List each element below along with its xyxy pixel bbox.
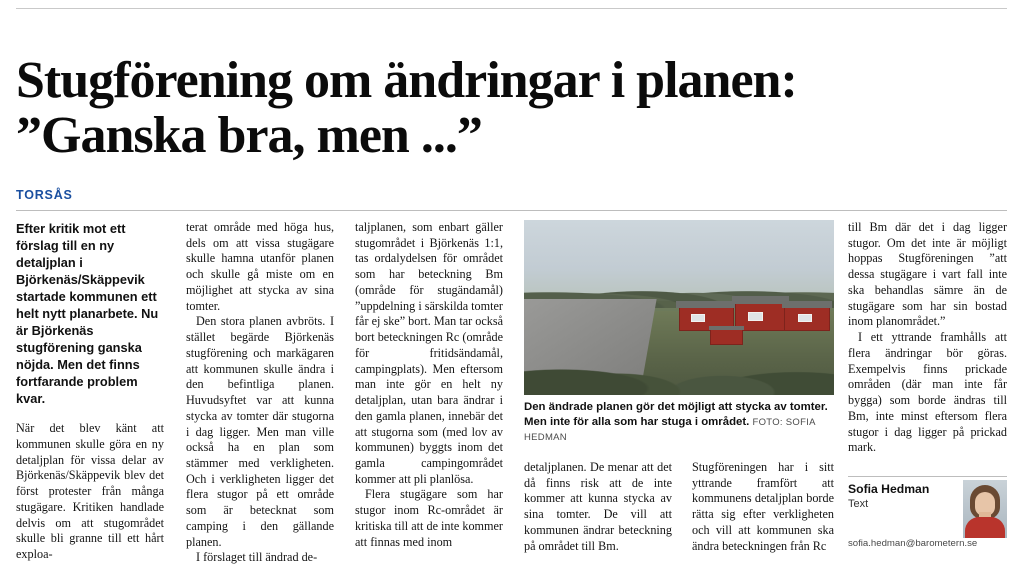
page-title: Stugförening om ändringar i planen: ”Ganska bra, men ...”	[16, 51, 797, 164]
byline-rule	[848, 476, 1007, 477]
photo-cabin	[784, 306, 829, 331]
body-paragraph-2: terat område med höga hus, dels om att vissa stugägare skulle hamna utanför planen och skulle gå miste om en möjlighet att stycka av sina tomter.	[186, 220, 334, 313]
lead-text: Efter kritik mot ett förslag till en ny detaljplan i Björkenäs/Skäppevik startade kommunen ett helt nytt planarbete. Nu är Björkenäs stugförening ganska nöjda. Men det finns fortfarande problem kvar.	[16, 221, 159, 407]
column-2	[186, 220, 334, 566]
body-paragraph-10: I ett yttrande framhålls att flera ändringar bör göras. Exempelvis finns prickade områden (där man inte får bygga) som borde ändras till Bm, inte minst eftersom flera stugor i dag ligger på prickad mark.	[848, 330, 1007, 455]
body-paragraph-1: När det blev känt att kommunen skulle göra en ny detaljplan för vissa delar av Björkenäs/Skäppevik blev det först protester från många stugägare. Kritiken handlade delvis om att stugområdet skulle bli granne till ett hårt exploa-	[16, 421, 164, 562]
body-paragraph-7: detaljplanen. De menar att det då finns risk att de inte kommer att kunna stycka av sina tomter. De vill att kommunen ändrar beteckning på området till Bm.	[524, 460, 672, 553]
kicker-rule	[16, 210, 1007, 211]
body-paragraph-3: Den stora planen avbröts. I stället begärde Björkenäs stugförening och markägaren att kommunen skulle ändra i den befintliga planen. Huvudsyftet var att kunna stycka av tomter där stugorna i dag ligger. Men man ville också ha en plan som stämmer med verkligheten. Och i verkligheten ligger det flera stugor på ett område som är betecknat som camping i den gällande planen.	[186, 314, 334, 549]
body-paragraph-5: taljplanen, som enbart gäller stugområdet i Björkenäs 1:1, tas ordalydelsen för området som har beteckning Bm (område för stugändamål) ”uppdelning i särskilda tomter får ej ske” bort. Man tar också bort beteckningen Rc (område för fritidsändamål, campingplats). Men eftersom man inte gör en helt ny detaljplan, utan bara ändrar i den gamla planen, innebär det att stugorna som (med lov av kommunen) byggts inom det gamla campingområdet kommer att pli planlösa.	[355, 220, 503, 486]
column-3	[355, 220, 503, 550]
column-1	[16, 220, 164, 563]
byline-author-name: Sofia Hedman	[848, 482, 930, 496]
photo-caption	[524, 400, 834, 444]
body-paragraph-9: till Bm där det i dag ligger stugor. Om det inte är möjligt hoppas Stugföreningen ”att dessa stugägare i vart fall inte ska behandlas sämre än de stugägare som har sin bostad inom planområdet.”	[848, 220, 1007, 329]
author-avatar	[963, 480, 1007, 538]
lead-paragraph	[16, 220, 164, 407]
column-4	[524, 460, 672, 554]
column-6	[848, 220, 1007, 456]
photo-credit: FOTO: SOFIA HEDMAN	[524, 416, 816, 443]
photo-image	[524, 220, 834, 395]
body-paragraph-8: Stugföreningen har i sitt yttrande framfört att kommunens detaljplan borde rätta sig efter verkligheten och vill att kommunen ska ändra beteckningen från Rc	[692, 460, 834, 553]
body-paragraph-6: Flera stugägare som har stugor inom Rc-området är kritiska till att de inte kommer att finnas med inom	[355, 487, 503, 549]
byline-role: Text	[848, 498, 869, 510]
photo-shrubs	[524, 329, 834, 396]
caption-text: Den ändrade planen gör det möjligt att stycka av tomter. Men inte för alla som har stuga i området.	[524, 401, 828, 428]
top-rule	[16, 8, 1007, 9]
byline-email: sofia.hedman@barometern.se	[848, 538, 978, 549]
body-paragraph-4: I förslaget till ändrad de-	[196, 550, 318, 565]
article-photo	[524, 220, 834, 395]
column-5	[692, 460, 834, 554]
section-kicker: TORSÅS	[16, 188, 73, 202]
